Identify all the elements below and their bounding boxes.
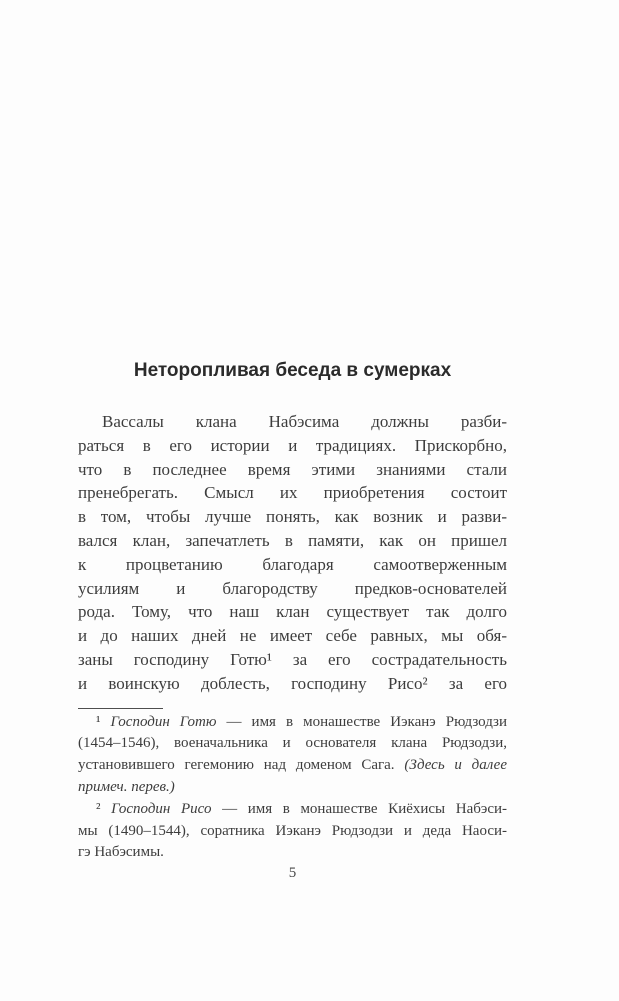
body-text-line: заны господину Готю¹ за его сострадательность	[78, 649, 507, 669]
footnote-text: мы (1490–1544), соратника Иэканэ Рюдзодзи и деда Наоси-	[78, 822, 507, 839]
footnote-italic-text: примеч. перев.)	[78, 778, 175, 795]
footnote-text: — имя в монашестве Иэканэ Рюдзодзи	[216, 713, 508, 730]
page-number: 5	[288, 865, 297, 882]
footnote-italic-text: Господин Рисо	[111, 800, 212, 817]
body-paragraph	[78, 410, 507, 696]
footnote-italic-text: (Здесь и далее	[404, 757, 508, 774]
footnote-line	[78, 755, 507, 777]
footnote-text: ¹	[96, 713, 111, 730]
body-text-line: усилиям и благородству предков-основателей	[78, 578, 507, 598]
footnote-text: — имя в монашестве Киёхисы Набэси-	[211, 800, 507, 817]
footnote-text: ²	[96, 800, 112, 817]
body-text-line: пренебрегать. Смысл их приобретения состоит	[78, 483, 507, 503]
footnote-separator	[78, 708, 163, 709]
body-text-line: рода. Тому, что наш клан существует так долго	[78, 602, 507, 622]
body-text-line: и до наших дней не имеет себе равных, мы обя-	[78, 626, 507, 646]
body-text-line: к процветанию благодаря самоотверженным	[78, 554, 507, 574]
body-text-line: что в последнее время этими знаниями стали	[78, 459, 507, 479]
body-text-line: и воинскую доблесть, господину Рисо² за его	[78, 673, 507, 693]
footnote-line	[78, 777, 507, 799]
body-text-line: раться в его истории и традициях. Прискорбно,	[78, 435, 507, 455]
body-text-line: Вассалы клана Набэсима должны разби-	[102, 412, 507, 431]
footnote-text: установившего гегемонию над доменом Сага.	[78, 757, 405, 774]
footnote	[78, 799, 507, 864]
footnote-line	[78, 821, 507, 843]
footnotes-block	[78, 712, 507, 865]
footnote-line	[78, 842, 507, 864]
footnote-line	[78, 799, 507, 821]
footnote	[78, 712, 507, 799]
footnote-italic-text: Господин Готю	[110, 713, 217, 730]
footnote-line	[78, 733, 507, 755]
footnote-line	[78, 712, 507, 734]
footnote-text: (1454–1546), военачальника и основателя клана Рюдзодзи,	[78, 735, 507, 752]
body-text-line: вался клан, запечатлеть в памяти, как он пришел	[78, 530, 507, 550]
footnote-text: гэ Набэсимы.	[78, 844, 164, 861]
chapter-title: Неторопливая беседа в сумерках	[133, 360, 452, 381]
text-block	[78, 0, 507, 882]
body-text-line: в том, чтобы лучше понять, как возник и разви-	[78, 507, 507, 527]
